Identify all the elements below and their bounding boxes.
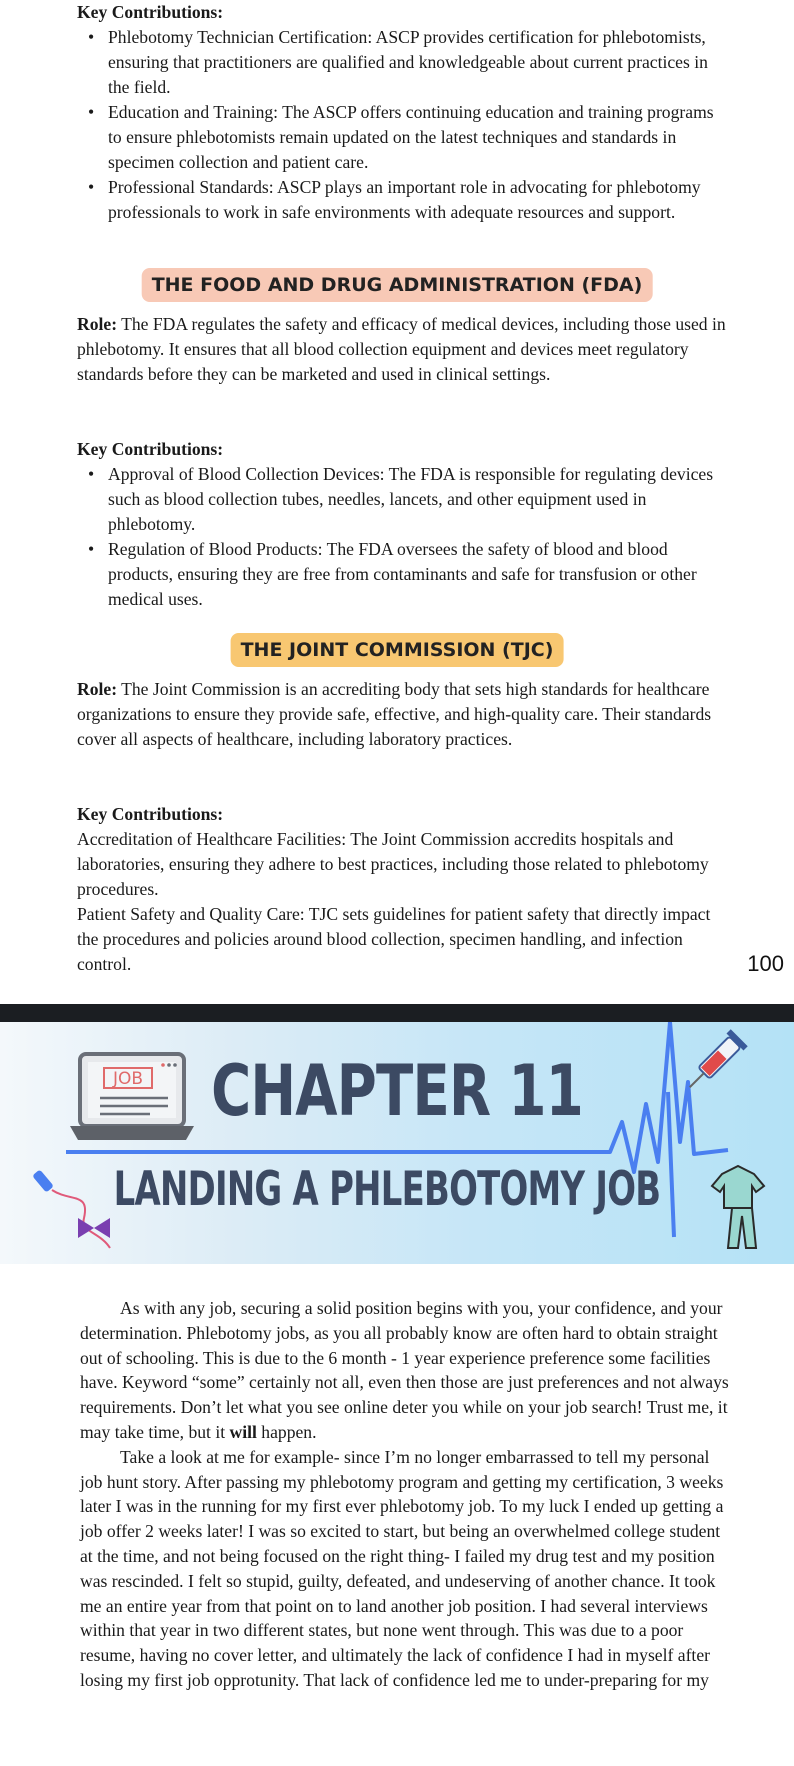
chapter-header (0, 1022, 794, 1264)
laptop-label: JOB (112, 1069, 144, 1089)
intro-text: As with any job, securing a solid position begins with you, your confidence, and your determination. Phlebotomy jobs, as you all probably know are often hard to obtain straight out of schooling. This is due to the 6 month - 1 year experience preference some facilities have. Keyword “some” certainly not all, even then those are just preferences and not always requirements. Don’t let what you see online deter you while on your job search! Trust me, it may take time, but it (80, 1298, 729, 1442)
chapter-text (80, 1296, 730, 1693)
fda-section-banner: THE FOOD AND DRUG ADMINISTRATION (FDA) (142, 268, 653, 302)
butterfly-needle-icon (32, 1169, 110, 1248)
key-contributions-heading: Key Contributions: (77, 2, 224, 22)
page-number: 100 (747, 951, 784, 976)
list-item: • Phlebotomy Technician Certification: ASCP provides certification for phlebotomists, ensuring that practitioners are qualified and knowledgeable about current practices in the field. (108, 25, 727, 100)
tjc-contributions (77, 802, 727, 977)
role-text: The FDA regulates the safety and efficacy of medical devices, including those used in phlebotomy. It ensures that all blood collection equipment and devices meet regulatory standards before they can be marketed and used in clinical settings. (77, 314, 726, 384)
key-contributions-heading: Key Contributions: (77, 804, 224, 824)
chapter-title: CHAPTER 11 (211, 1050, 583, 1132)
intro-paragraph (80, 1296, 730, 1445)
list-item: • Education and Training: The ASCP offers continuing education and training programs to ensure phlebotomists remain updated on the latest techniques and standards in specimen collection and patient care. (108, 100, 727, 175)
chapter-subtitle: LANDING A PHLEBOTOMY JOB (113, 1162, 661, 1217)
key-contributions-heading: Key Contributions: (77, 439, 224, 459)
fda-contributions-list (77, 462, 727, 612)
role-text: The Joint Commission is an accrediting body that sets high standards for healthcare organizations to ensure they provide safe, effective, and high-quality care. Their standards cover all aspects of healthcare, including laboratory practices. (77, 679, 712, 749)
role-label: Role: (77, 314, 118, 334)
fda-role (77, 312, 727, 387)
ascp-contributions (77, 0, 727, 225)
tjc-safety-paragraph: Patient Safety and Quality Care: TJC sets guidelines for patient safety that directly impact the procedures and policies around blood collection, specimen handling, and infection control. (77, 904, 711, 974)
list-item: • Regulation of Blood Products: The FDA oversees the safety of blood and blood products, ensuring they are free from contaminants and safe for transfusion or other medical uses. (108, 537, 727, 612)
page-divider (0, 1004, 794, 1022)
emphasis-will: will (229, 1421, 257, 1442)
ascp-contributions-list (77, 25, 727, 225)
role-label: Role: (77, 679, 118, 699)
scrubs-icon (712, 1166, 764, 1248)
tjc-section-banner: THE JOINT COMMISSION (TJC) (231, 633, 564, 667)
intro-text-end: happen. (256, 1421, 317, 1442)
tjc-accreditation-paragraph: Accreditation of Healthcare Facilities: The Joint Commission accredits hospitals and laboratories, ensuring they adhere to best practices, including those related to phlebotomy procedures. (77, 829, 709, 899)
chapter-body (0, 1264, 794, 1766)
list-item: • Professional Standards: ASCP plays an important role in advocating for phlebotomy professionals to work in safe environments with adequate resources and support. (108, 175, 727, 225)
list-item: • Approval of Blood Collection Devices: The FDA is responsible for regulating devices such as blood collection tubes, needles, lancets, and other equipment used in phlebotomy. (108, 462, 727, 537)
story-paragraph: Take a look at me for example- since I’m no longer embarrassed to tell my personal job hunt story. After passing my phlebotomy program and getting my certification, 3 weeks later I was in the running for my first ever phlebotomy job. To my luck I ended up getting a job offer 2 weeks later! I was so excited to start, but being an overwhelmed college student at the time, and not being focused on the right thing- I failed my drug test and my position was rescinded. I felt so stupid, guilty, defeated, and undeserving of another chance. It took me an entire year from that point on to land another job position. I had several interviews within that year in two different states, but none went through. This was due to a poor resume, having no cover letter, and ultimately the lack of confidence I had in myself after losing my first job opprotunity. That lack of confidence led me to under-preparing for my (80, 1446, 724, 1690)
fda-contributions (77, 437, 727, 612)
tjc-role (77, 677, 727, 752)
